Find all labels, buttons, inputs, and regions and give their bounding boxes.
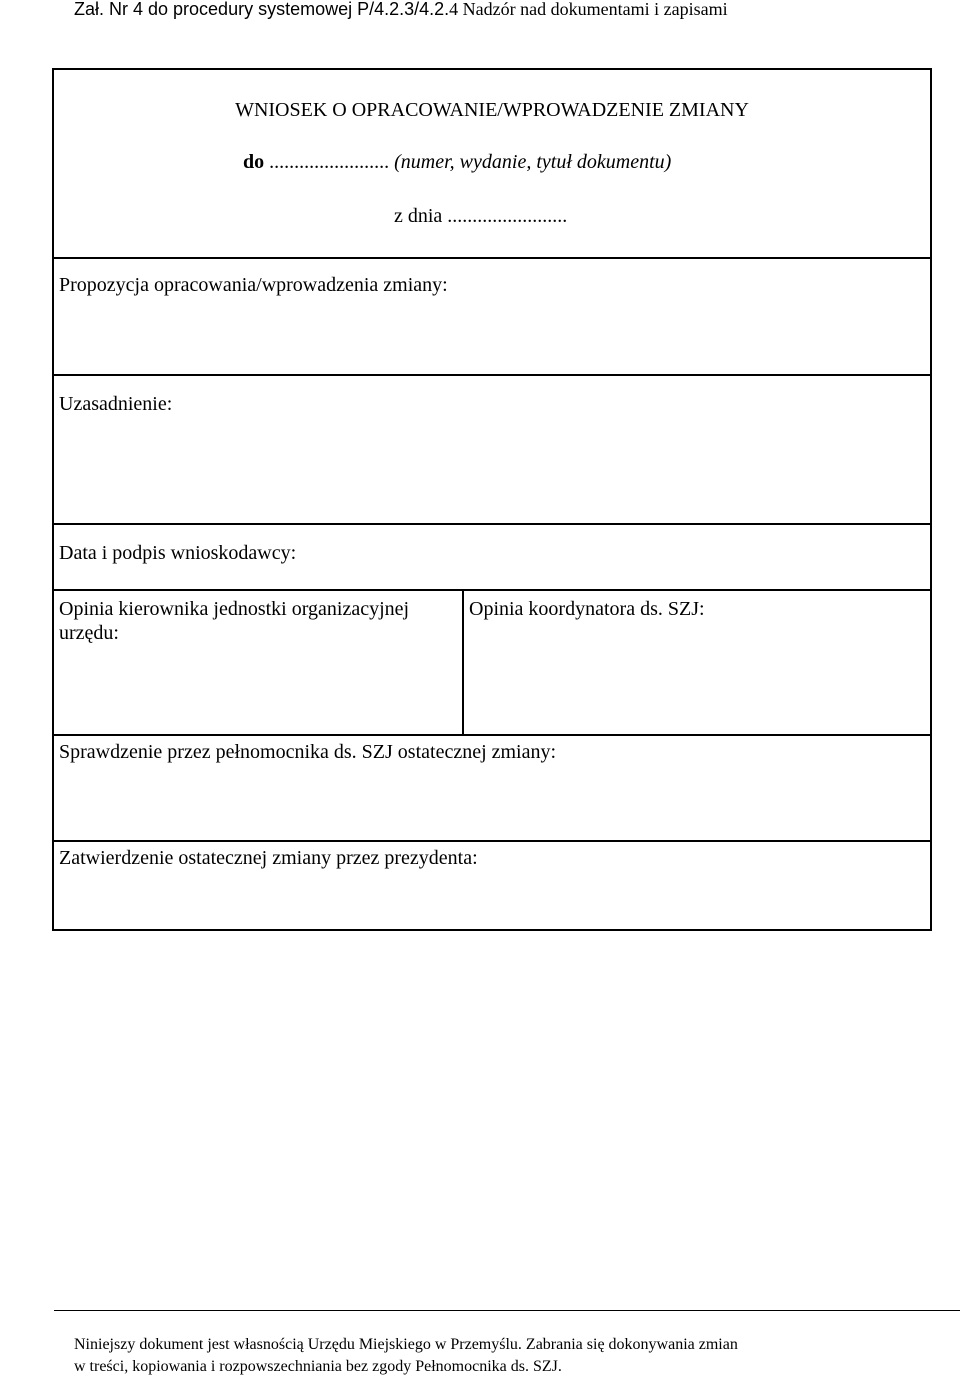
- justification-field[interactable]: [54, 374, 930, 523]
- form-header: [54, 70, 930, 257]
- proposal-field[interactable]: [54, 257, 930, 374]
- document-reference-line: [243, 150, 671, 174]
- proposal-label: Propozycja opracowania/wprowadzenia zmiany:: [59, 274, 448, 296]
- unit-head-opinion-field[interactable]: [54, 591, 464, 734]
- document-reference-suffix: 4 Nadzór nad dokumentami i zapisami: [449, 0, 728, 19]
- approval-label: Zatwierdzenie ostatecznej zmiany przez prezydenta:: [59, 847, 478, 869]
- approval-field[interactable]: [54, 840, 930, 929]
- footer-divider: [54, 1310, 960, 1311]
- do-dots: ........................: [264, 151, 395, 173]
- verification-field[interactable]: [54, 734, 930, 840]
- signature-field[interactable]: [54, 523, 930, 589]
- coordinator-opinion-field[interactable]: [464, 591, 930, 734]
- opinions-row: [54, 589, 930, 734]
- verification-label: Sprawdzenie przez pełnomocnika ds. SZJ ostatecznej zmiany:: [59, 741, 557, 763]
- coordinator-opinion-label: Opinia koordynatora ds. SZJ:: [469, 598, 705, 620]
- document-reference: [74, 0, 728, 18]
- do-hint: (numer, wydanie, tytuł dokumentu): [394, 151, 672, 173]
- document-reference-prefix: Zał. Nr 4 do procedury systemowej P/4.2.3/4.2.: [74, 0, 450, 19]
- change-request-form: [52, 68, 932, 931]
- unit-head-opinion-label: Opinia kierownika jednostki organizacyjnej urzędu:: [59, 598, 410, 644]
- form-title: WNIOSEK O OPRACOWANIE/WPROWADZENIE ZMIANY: [235, 99, 749, 121]
- date-line: z dnia ........................: [394, 205, 568, 227]
- footer-line-1: Niniejszy dokument jest własnością Urzędu Miejskiego w Przemyślu. Zabrania się dokonywania zmian: [74, 1336, 738, 1353]
- footer-line-2: w treści, kopiowania i rozpowszechniania bez zgody Pełnomocnika ds. SZJ.: [74, 1358, 562, 1375]
- do-label: do: [243, 151, 265, 173]
- signature-label: Data i podpis wnioskodawcy:: [59, 542, 297, 564]
- footer-notice: [74, 1334, 894, 1378]
- justification-label: Uzasadnienie:: [59, 393, 173, 415]
